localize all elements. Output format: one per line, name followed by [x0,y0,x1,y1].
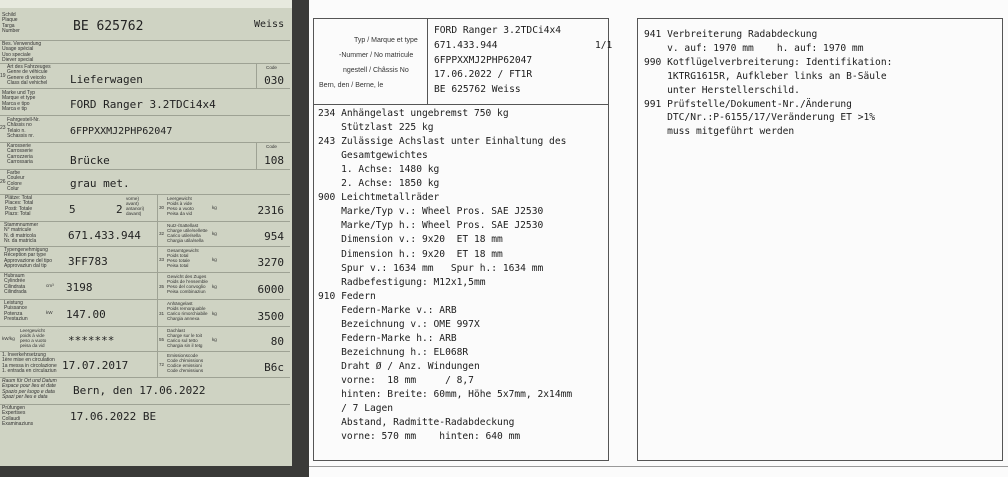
mid-line: Abstand, Radmitte-Radabdeckung [318,417,515,429]
unit-kw-kg: kW/kg [2,336,15,341]
roof-labels: Dachlast Charge sur le toit Carico sul tetto Chargia sin il tetg [167,328,203,348]
mid-line: vorne: 570 mm hinten: 640 mm [318,431,521,443]
empty-weight-labels: Leergewicht Poids à vide Peso a vuoto Peisa da vid [167,196,194,216]
row-brand [0,88,290,115]
exam-value: 17.06.2022 BE [70,410,157,423]
right-line: 941 Verbreiterung Radabdeckung [644,29,818,40]
row-first-registration [0,351,290,377]
chassis-value: 6FPPXXMJ2PHP62047 [70,126,173,137]
total-weight-labels: Gesamtgewicht Poids total Peso totale Peisa total [167,248,199,268]
first-registration-labels: 1. Inverkehrsetzung 1ère mise en circulation 1a messa in circolazione 1. entrada en circulaziun [2,352,57,374]
divider [157,273,158,299]
header-label-number: -Nummer / No matricule [339,52,414,59]
matriculation-value: 671.433.944 [68,229,141,242]
train-weight-value: 6000 [257,283,284,296]
brand-value: FORD Ranger 3.2TDCi4x4 [70,98,216,111]
body-value: Brücke [70,154,110,167]
unit-kg: kg [212,284,217,289]
color-labels: Farbe Couleur Colore Colur [7,170,25,192]
bottom-rule [309,466,1008,467]
body-labels: Karosserie Carrosserie Carrozzeria Carrossaria [7,143,33,165]
ratio-value: ******* [68,334,115,347]
row-color [0,169,290,194]
mid-line: hinten: Breite: 60mm, Höhe 5x7mm, 2x14mm [318,389,573,400]
unit-kg: kg [212,205,217,210]
first-registration-value: 17.07.2017 [62,359,129,372]
brand-labels: Marke und Typ Marque et type Marca e tipo Marca e tip [2,90,36,112]
header-label-type: Typ / Marque et type [354,37,418,44]
right-line: unter Herstellerschild. [644,84,800,96]
mid-line: Spur v.: 1634 mm Spur h.: 1634 mm [318,262,544,274]
mid-line: Bezeichnung h.: EL068R [318,346,469,358]
unit-cm3: cm³ [46,283,54,288]
header-date: 17.06.2022 / FT1R [434,69,533,80]
field-number: 35 [159,284,165,289]
mid-line: Bezeichnung v.: OME 997X [318,318,480,330]
row-matriculation [0,221,290,246]
unit-kg: kg [212,257,217,262]
field-number: 33 [159,257,165,262]
total-weight-value: 3270 [257,256,284,269]
unit-kg: kg [212,337,217,342]
roof-value: 80 [270,335,284,348]
vehicle-type-code: 030 [264,74,284,87]
header-matriculation: 671.433.944 [434,40,498,51]
row-chassis [0,115,290,142]
trailer-value: 3500 [257,310,284,323]
use-labels: Bes. Verwendung Usage spécial Uso speciale Diever special [2,41,42,63]
train-weight-labels: Gewicht des Zuges Poids de l'ensemble Peso del convoglio Peisa combinaziun [167,274,208,294]
displacement-labels: Hubraum Cylindrée Cilindrata Cilindrada [4,273,27,295]
vehicle-type-labels: Art des Fahrzeuges Genre de véhicule Genere di veicolo Class dal vehichel [7,64,51,86]
right-line: 1KTRG1615R, Aufkleber links an B-Säule [644,70,887,82]
right-line: 990 Kotflügelverbreiterung: Identifikation: [644,56,893,68]
row-power [0,299,290,326]
power-value: 147.00 [66,308,106,321]
row-body [0,142,290,169]
registration-card [0,0,292,466]
row-examinations [0,404,290,435]
mid-line: 1. Achse: 1480 kg [318,164,440,176]
place-date-value: Bern, den 17.06.2022 [73,384,206,397]
field-number: 55 [159,337,165,342]
field-number: 72 [159,362,165,367]
mid-line: Radbefestigung: M12x1,5mm [318,276,486,288]
unit-kg: kg [212,231,217,236]
mid-line: Federn-Marke h.: ARB [318,332,457,344]
divider [256,143,257,169]
field-number: 32 [159,231,165,236]
field-number: 31 [159,311,165,316]
row-seats [0,194,290,221]
mid-line: Dimension v.: 9x20 ET 18 mm [318,234,503,246]
divider [157,247,158,272]
divider [157,300,158,326]
right-line: muss mitgeführt werden [644,126,795,138]
header-plate: BE 625762 Weiss [434,84,521,95]
unit-kw: kW [46,310,53,315]
mid-line: 243 Zulässige Achslast unter Einhaltung des [318,136,567,148]
header-divider [313,104,608,105]
mid-line: Gesamtgewichtes [318,150,428,162]
type-approval-labels: Typengenehmigung Réception par type Approvazione del tipo Approvaziun dal tip [4,247,53,269]
seats-labels: Plätze: Total Places: Total Posti: Totale Plazs: Total [5,195,34,217]
header-page: 1/1 [595,40,613,51]
right-line: DTC/Nr.:P-6155/17/Veränderung ET >1% [644,112,876,124]
mid-line: Marke/Typ h.: Wheel Pros. SAE J2530 [318,220,544,232]
card-top-strip [0,0,292,8]
load-labels: Nutz-/Sattellast Charge utile/sellette Carico utile/sella Chargia utila/sella [167,223,208,243]
matriculation-labels: Stammnummer N° matricule N. di matricola Nr. da matricla [4,222,39,244]
row-vehicle-type [0,63,290,88]
emission-value: B6c [264,361,284,374]
place-date-labels: Raum für Ort und Datum Espace pour lieu et date Spazio per luogo e data Spazi per lieu e data [2,378,57,400]
row-use [0,40,290,63]
mid-line: Marke/Typ v.: Wheel Pros. SAE J2530 [318,206,544,218]
row-place-date [0,377,290,404]
right-line: v. auf: 1970 mm h. auf: 1970 mm [644,42,864,54]
seats-value: 5 [69,203,76,216]
field-number: 23 [0,125,6,131]
mid-line: Draht Ø / Anz. Windungen [318,360,480,372]
header-label-place: Bern, den / Berne, le [319,82,384,89]
unit-kg: kg [212,311,217,316]
color-value: grau met. [70,177,130,190]
vehicle-type-value: Lieferwagen [70,73,143,86]
front-seats-value: 2 [116,203,123,216]
load-value: 954 [264,230,284,243]
exam-labels: Prüfungen Expertises Collaudi Examinaziuns [2,405,34,427]
divider [157,352,158,377]
displacement-value: 3198 [66,281,93,294]
divider [256,64,257,88]
body-code: 108 [264,154,284,167]
header-chassis: 6FPPXXMJ2PHP62047 [434,55,533,66]
chassis-labels: Fahrgestell-Nr. Châssis no Telaio n. Schassis nr. [7,117,40,139]
header-label-chassis: ngestell / Châssis No [343,67,409,74]
divider [157,222,158,246]
mid-line: vorne: 18 mm / 8,7 [318,374,474,386]
field-number: 30 [159,205,165,210]
divider [157,195,158,221]
mid-line: 2. Achse: 1850 kg [318,178,440,190]
mid-line: 910 Federn [318,290,376,302]
row-displacement [0,272,290,299]
trailer-labels: Anhängelast Poids remorquable Carico rimorchiabile Chargia annexa [167,301,208,321]
mid-line: 234 Anhängelast ungebremst 750 kg [318,108,509,119]
mid-line: 900 Leichtmetallräder [318,192,440,204]
plate-labels: Schild Plaque Targa Number [2,12,20,34]
header-brand: FORD Ranger 3.2TDCi4x4 [434,25,562,36]
front-seats-labels: vorne) avant) antanori) davant) [126,196,145,216]
code-label: Code [266,65,277,70]
plate-color: Weiss [254,19,285,30]
field-number: 26 [0,179,6,185]
right-line: 991 Prüfstelle/Dokument-Nr./Änderung [644,98,852,110]
empty-weight-value: 2316 [257,204,284,217]
type-approval-value: 3FF783 [68,255,108,268]
mid-line: / 7 Lagen [318,403,394,415]
emission-labels: Emissionscode Code d'émissions Codice emissioni Code d'emissiuns [167,353,204,373]
plate-number: BE 625762 [73,19,144,34]
mid-line: Dimension h.: 9x20 ET 18 mm [318,248,503,260]
mid-line: Stützlast 225 kg [318,122,434,134]
ratio-labels: Leergewicht poids à vide peso a vuoto peisa da vid [20,328,47,348]
power-labels: Leistung Puissance Potenza Prestaziun [4,300,28,322]
supplement-sheet [309,0,1008,477]
row-type-approval [0,246,290,272]
mid-line: Federn-Marke v.: ARB [318,304,457,316]
code-label: Code [266,144,277,149]
divider [157,327,158,351]
header-vline [427,18,428,104]
row-ratio [0,326,290,351]
field-number: 19 [0,73,6,79]
